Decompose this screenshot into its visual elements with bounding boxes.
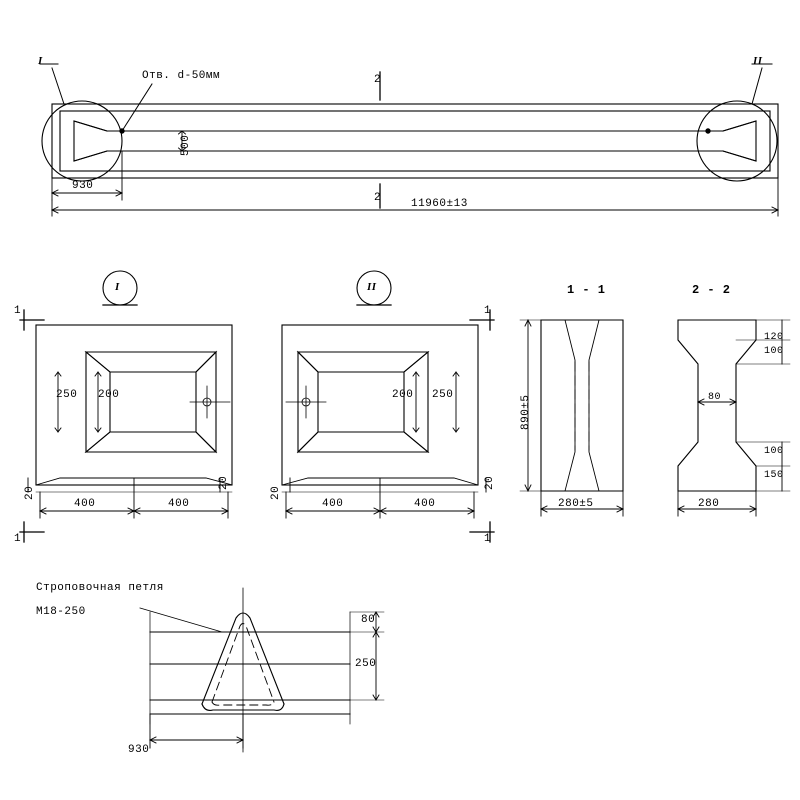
detail-II-dim-250: 250 <box>432 389 454 401</box>
detail-II-circle-label: II <box>367 281 377 293</box>
hole-leader <box>120 84 710 133</box>
detail-II-section-bottom: 1 <box>484 533 492 545</box>
section-2-2-dim-100-bottom: 100 <box>764 446 784 457</box>
plan-section-mark-bottom: 2 <box>374 192 382 204</box>
detail-I-dim-20-left: 20 <box>24 485 36 500</box>
dim-overall-length <box>52 178 778 216</box>
section-1-1 <box>520 320 623 516</box>
dim-overall-length-label: 11960±13 <box>411 198 468 210</box>
plan-detail-circles <box>42 101 777 181</box>
detail-II-dim-400-a: 400 <box>322 498 344 510</box>
detail-II-dim-400-b: 400 <box>414 498 436 510</box>
plan-view-outline <box>52 104 778 178</box>
detail-II-dim-20-left: 20 <box>270 485 282 500</box>
detail-I <box>20 271 232 542</box>
plan-mark-right: II <box>753 55 763 67</box>
detail-I-circle-label: I <box>115 281 120 293</box>
detail-II <box>282 271 494 542</box>
detail-I-dim-20-right: 20 <box>218 475 230 490</box>
plan-section-mark-top: 2 <box>374 74 382 86</box>
section-2-2-width: 280 <box>698 498 720 510</box>
dim-500-label: 500 <box>180 134 192 156</box>
loop-dim-80: 80 <box>361 614 376 626</box>
detail-II-dim-20-right: 20 <box>484 475 496 490</box>
loop-mark: М18-250 <box>36 606 86 618</box>
section-2-2-dim-120: 120 <box>764 332 784 343</box>
section-2-2-title: 2 - 2 <box>692 283 731 297</box>
plan-mark-leader-right <box>752 64 772 104</box>
section-2-2-dim-80: 80 <box>708 392 722 403</box>
detail-I-dim-400-b: 400 <box>168 498 190 510</box>
plan-mark-left: I <box>38 55 43 67</box>
section-1-1-height: 890±5 <box>520 394 532 430</box>
dim-930-plan-label: 930 <box>72 180 94 192</box>
lifting-loop-detail <box>140 588 384 752</box>
detail-II-section-top: 1 <box>484 305 492 317</box>
section-2-2-dim-100-top: 100 <box>764 346 784 357</box>
loop-dim-250: 250 <box>355 658 377 670</box>
detail-I-dim-200: 200 <box>98 389 120 401</box>
detail-I-section-top: 1 <box>14 305 22 317</box>
plan-mark-leader-left <box>40 64 64 104</box>
section-1-1-title: 1 - 1 <box>567 283 606 297</box>
loop-title: Строповочная петля <box>36 582 164 594</box>
section-1-1-width: 280±5 <box>558 498 594 510</box>
detail-I-dim-250: 250 <box>56 389 78 401</box>
section-2-2-dim-150: 150 <box>764 470 784 481</box>
detail-II-dim-200: 200 <box>392 389 414 401</box>
loop-dim-930: 930 <box>128 744 150 756</box>
detail-I-section-bottom: 1 <box>14 533 22 545</box>
detail-I-dim-400-a: 400 <box>74 498 96 510</box>
hole-note: Отв. d-50мм <box>142 70 221 82</box>
